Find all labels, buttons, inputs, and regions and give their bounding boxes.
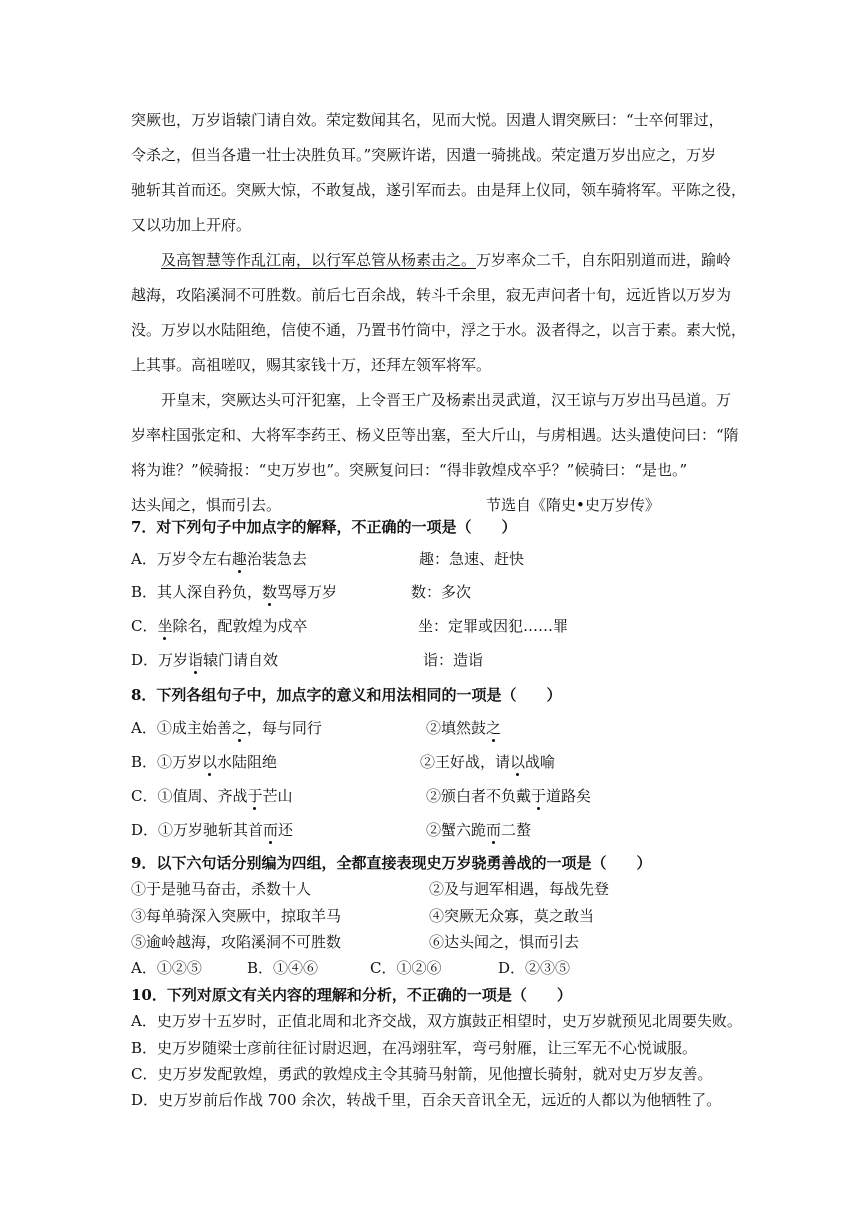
option-text: 还 (278, 821, 294, 839)
option-text: 辕门请自效 (203, 651, 279, 669)
q8-option-a-second (426, 718, 501, 738)
option-text: 治装急去 (246, 550, 307, 568)
q8-option-c-second (426, 786, 591, 806)
passage-line: 越海，攻陷溪洞不可胜数。前后七百余战，转斗千余里，寂无声问者十旬，远近皆以万岁为 (131, 286, 732, 304)
option-text: 战喻 (525, 753, 556, 771)
dotted-character: 诣 (188, 651, 204, 669)
dotted-character: 数 (262, 583, 278, 601)
option-text: C．①值周、齐战 (131, 787, 248, 805)
q8-option-a[interactable] (131, 718, 322, 738)
passage-line: 岁率柱国张定和、大将军李药王、杨义臣等出塞，至大斤山，与虏相遇。达头遣使问曰：“隋 (131, 426, 739, 444)
dotted-character: 趣 (231, 550, 247, 568)
q9-item: ③每单骑深入突厥中，掠取羊马 (131, 907, 342, 925)
option-text: 除名，配敦煌为戍卒 (172, 617, 308, 635)
q7-option-b[interactable] (131, 582, 337, 602)
option-text: 骂辱万岁 (277, 583, 338, 601)
q7-option-d-explanation: 诣：造诣 (423, 651, 484, 669)
option-text: 道路矣 (546, 787, 592, 805)
option-text: 芒山 (262, 787, 293, 805)
q9-choice-a[interactable]: A．①②⑤ (131, 959, 202, 977)
q9-choice-d[interactable]: D．②③⑤ (498, 959, 571, 977)
passage-line: 上其事。高祖嗟叹，赐其家钱十万，还拜左领军将军。 (131, 356, 492, 374)
q9-item: ②及与迥军相遇，每战先登 (429, 880, 610, 898)
option-text: B．其人深自矜负， (131, 583, 263, 601)
passage-source: 节选自《隋史•史万岁传》 (486, 496, 660, 514)
q9-choices (131, 958, 651, 978)
option-text: D．万岁 (131, 651, 189, 669)
option-text: A．①成主始善 (131, 719, 232, 737)
passage-line (131, 243, 731, 278)
dotted-character: 而 (263, 821, 279, 839)
q8-option-c[interactable] (131, 786, 293, 806)
passage-line-text: 万岁率众二千，自东阳别道而进，踰岭 (476, 251, 732, 269)
option-text: ，每与同行 (246, 719, 322, 737)
q8-option-b[interactable] (131, 752, 277, 772)
question-7-title: 7．对下列句子中加点字的解释，不正确的一项是（ ） (131, 518, 517, 536)
question-8-title: 8．下列各组句子中，加点字的意义和用法相同的一项是（ ） (131, 686, 562, 704)
q7-option-a-explanation: 趣：急速、赶快 (419, 550, 525, 568)
option-text: ②填然鼓 (426, 719, 487, 737)
q10-option-c[interactable]: C．史万岁发配敦煌，勇武的敦煌戍主令其骑马射箭，见他擅长骑射，就对史万岁友善。 (131, 1065, 713, 1083)
q9-item: ⑥达头闻之，惧而引去 (429, 933, 580, 951)
q10-option-d[interactable]: D．史万岁前后作战 700 余次，转战千里，百余天音讯全无，远近的人都以为他牺牲了。 (131, 1091, 722, 1109)
q7-option-c-explanation: 坐：定罪或因犯……罪 (418, 617, 569, 635)
option-text: C． (131, 617, 158, 635)
passage-line: 突厥也，万岁诣辕门请自效。荣定数闻其名，见而大悦。因遣人谓突厥曰：“士卒何罪过， (131, 111, 724, 129)
option-text: D．①万岁驰斩其首 (131, 821, 264, 839)
dotted-character: 于 (531, 787, 547, 805)
option-text: 二螯 (501, 821, 532, 839)
dotted-character: 坐 (157, 617, 173, 635)
q7-option-d[interactable] (131, 650, 278, 670)
passage-line: 将为谁？”候骑报：“史万岁也”。突厥复问曰：“得非敦煌戍卒乎？”候骑曰：“是也。” (131, 461, 688, 479)
question-10-title: 10．下列对原文有关内容的理解和分析，不正确的一项是（ ） (131, 986, 572, 1004)
passage-paragraph-3 (131, 383, 739, 523)
q7-option-c[interactable] (131, 616, 308, 636)
q10-option-b[interactable]: B．史万岁随梁士彦前往征讨尉迟迥，在冯翊驻军，弯弓射雁，让三军无不心悦诚服。 (131, 1039, 698, 1057)
q8-option-d-second (426, 820, 531, 840)
question-9-title: 9．以下六句话分别编为四组，全都直接表现史万岁骁勇善战的一项是（ ） (131, 854, 652, 872)
q9-item: ①于是驰马奋击，杀数十人 (131, 880, 312, 898)
option-text: ②王好战，请 (420, 753, 511, 771)
option-text: 水陆阻绝 (217, 753, 278, 771)
q7-option-b-explanation: 数：多次 (411, 583, 472, 601)
dotted-character: 之 (231, 719, 247, 737)
dotted-character: 以 (510, 753, 526, 771)
option-text: ②蟹六跪 (426, 821, 487, 839)
q8-option-d[interactable] (131, 820, 293, 840)
dotted-character: 而 (486, 821, 502, 839)
q7-option-a[interactable] (131, 549, 307, 569)
q9-item: ⑤逾岭越海，攻陷溪洞不可胜数 (131, 933, 342, 951)
option-text: ②颁白者不负戴 (426, 787, 532, 805)
q10-option-a[interactable]: A．史万岁十五岁时，正值北周和北齐交战，双方旗鼓正相望时，史万岁就预见北周要失败。 (131, 1012, 742, 1030)
q9-choice-b[interactable]: B．①④⑥ (247, 959, 319, 977)
underlined-sentence: 及高智慧等作乱江南，以行军总管从杨素击之。 (161, 251, 477, 269)
passage-line: 令杀之，但当各遣一壮士决胜负耳。”突厥许诺，因遣一骑挑战。荣定遣万岁出应之，万岁 (131, 146, 717, 164)
passage-paragraph-2 (131, 243, 747, 383)
dotted-character: 于 (247, 787, 263, 805)
q9-choice-c[interactable]: C．①②⑥ (370, 959, 442, 977)
option-text: B．①万岁 (131, 753, 203, 771)
passage-paragraph-1 (131, 103, 747, 243)
q8-option-b-second (420, 752, 555, 772)
dotted-character: 以 (202, 753, 218, 771)
q9-item: ④突厥无众寡，莫之敢当 (429, 907, 595, 925)
passage-line: 驰斩其首而还。突厥大惊，不敢复战，遂引军而去。由是拜上仪同，领车骑将军。平陈之役， (131, 181, 747, 199)
option-text: A．万岁令左右 (131, 550, 232, 568)
passage-line: 又以功加上开府。 (131, 216, 252, 234)
passage-line-text: 达头闻之，惧而引去。 (131, 496, 282, 514)
dotted-character: 之 (486, 719, 502, 737)
passage-line: 开皇末，突厥达头可汗犯塞，上令晋王广及杨素出灵武道，汉王谅与万岁出马邑道。万 (161, 391, 732, 409)
passage-line: 没。万岁以水陆阻绝，信使不通，乃置书竹筒中，浮之于水。汲者得之，以言于素。素大悦， (131, 321, 747, 339)
